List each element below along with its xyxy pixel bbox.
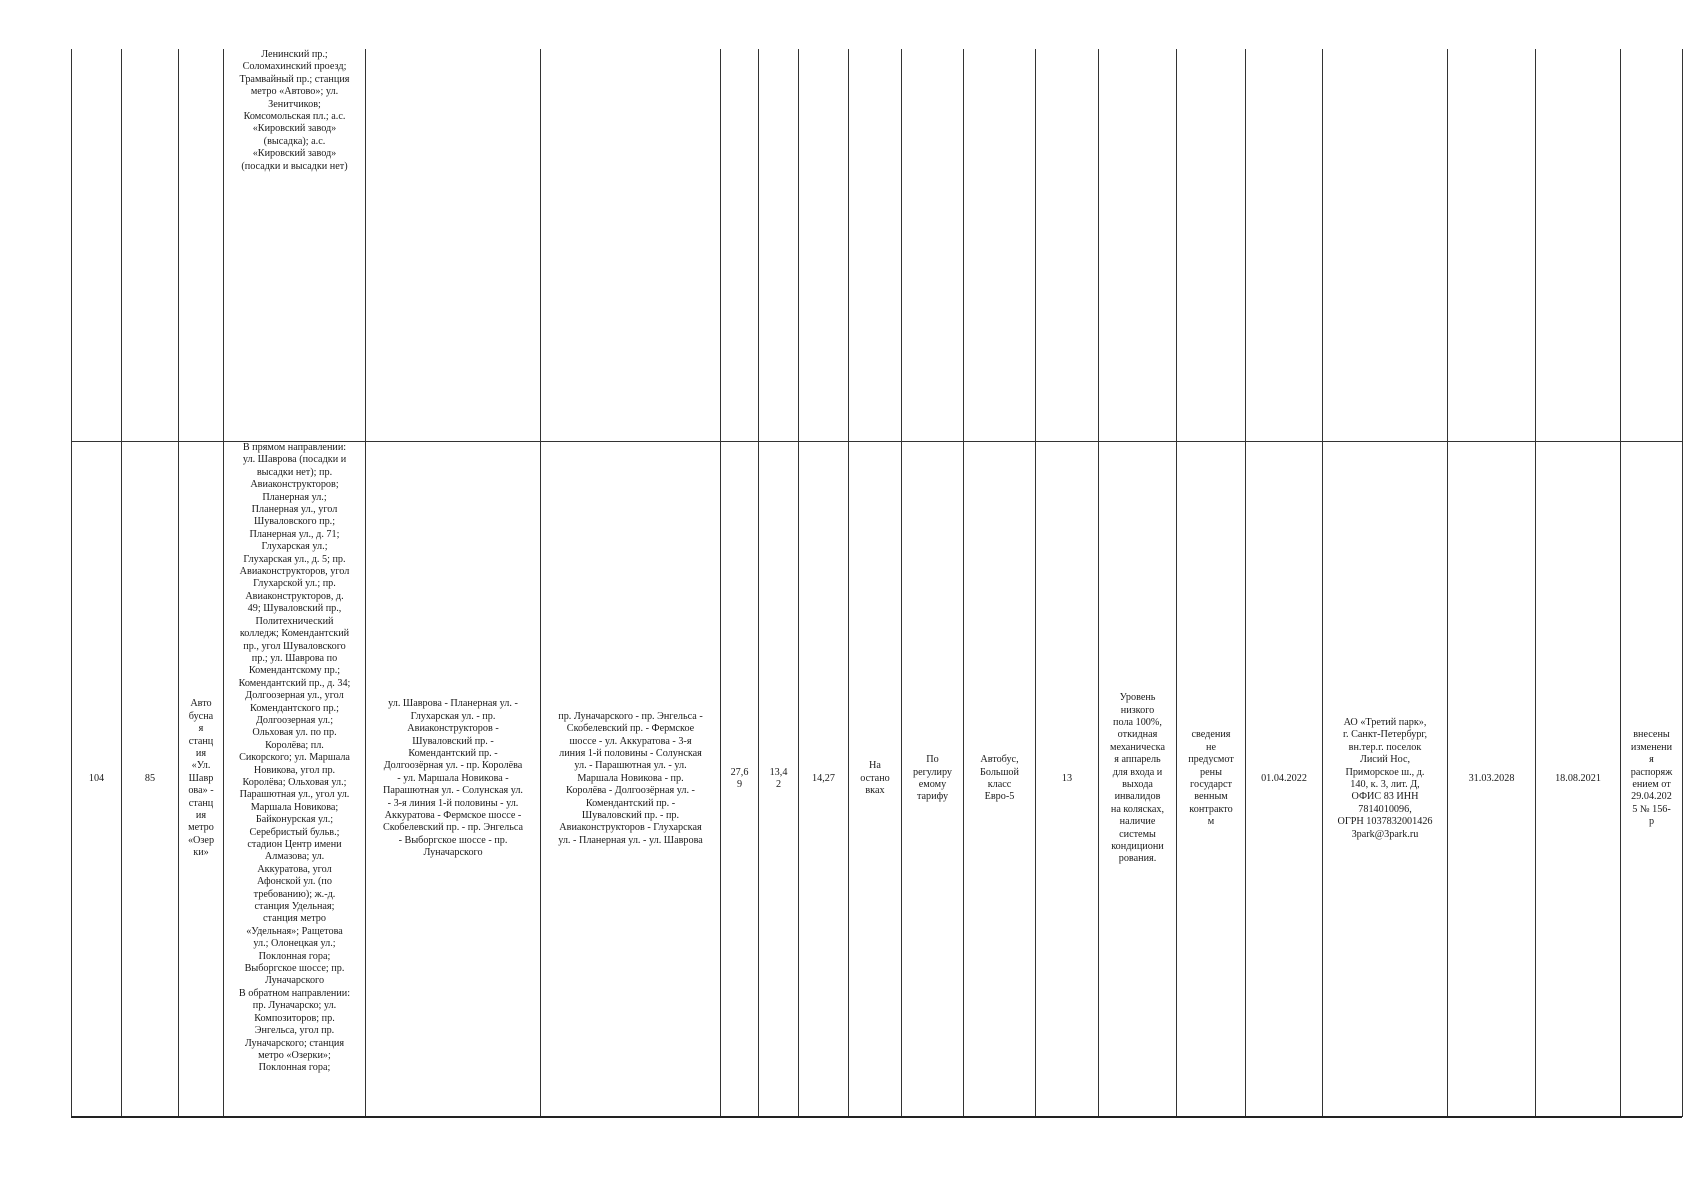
vehicle-cell: Автобус, Большой класс Евро-5 — [980, 754, 1019, 803]
column-border — [1682, 49, 1683, 1117]
streets-forward-cell: ул. Шаврова - Планерная ул. - Глухарская ул. - пр. Авиаконструкторов - Шуваловский пр. - Комендантский пр. - Долгоозёрная ул. - пр. Королёва - ул. Маршала Новикова - Парашютная ул. - Солунская ул. - 3-я линия 1-й половины - ул. Аккуратова - Фермское шоссе - Скобелевский пр. - пр. Энгельса - Выборгское шоссе - пр. Луначарского — [382, 698, 524, 859]
characteristics-cell: Уровень низкого пола 100%, откидная механическа я аппарель для входа и выхода инвалидов на колясках, наличие системы кондициони рования. — [1110, 692, 1165, 865]
registry-number-cell: 104 — [88, 772, 105, 784]
record-date-cell: 18.08.2021 — [1555, 772, 1601, 784]
carrier-cell: АО «Третий парк», г. Санкт-Петербург, вн.тер.г. поселок Лисий Нос, Приморское ш., д. 140, к. 3, лит. Д, ОФИС 83 ИНН 7814010096, ОГРН 1037832001426 3park@3park.ru — [1337, 716, 1433, 840]
start-date-cell: 01.04.2022 — [1261, 772, 1307, 784]
length-total-cell: 14,27 — [812, 772, 835, 784]
vehicle-count-cell: 13 — [1061, 772, 1073, 784]
stops-cell: В прямом направлении: ул. Шаврова (посадки и высадки нет); пр. Авиаконструкторов; Планерная ул.; Планерная ул., угол Шуваловского пр.; Планерная ул., д. 71; Глухарская ул.; Глухарская ул., д. 5; пр. Авиаконструкторов, угол Глухарской ул.; пр. Авиаконструкторов, д. 49; Шуваловский пр., Политехнический колледж; Комендантский пр., угол Шуваловского пр.; ул. Шаврова по Комендантскому пр.; Комендантский пр., д. 34; Долгоозерная ул., угол Комендантского пр.; Долгоозерная ул.; Ольховая ул. по пр. Королёва; пл. Сикорского; ул. Маршала Новикова, угол пр. Королёва; Ольховая ул.; Парашютная ул., угол ул. Маршала Новикова; Байконурская ул.; Серебристый бульв.; стадион Центр имени Алмазова; ул. Аккуратова, угол Афонской ул. (по требованию); ж.-д. станция Удельная; станция метро «Удельная»; Ращетова ул.; Олонецкая ул.; Поклонная гора; Выборгское шоссе; пр. Луначарского В обратном направлении: пр. Луначарско; ул. Композиторов; пр. Энгельса, угол пр. Луначарского; станция метро «Озерки»; Поклонная гора; — [238, 442, 351, 1074]
stops-cell-continued: Ленинский пр.; Соломахинский проезд; Трамвайный пр.; станция метро «Автово»; ул. Зенитчиков; Комсомольская пл.; а.с. «Кировский завод» (высадка); а.с. «Кировский завод» (посадки и высадки нет) — [239, 49, 350, 172]
boarding-order-cell: На остано вках — [860, 760, 890, 797]
tariff-cell: По регулиру емому тарифу — [912, 754, 953, 803]
length-forward-cell: 27,6 9 — [730, 766, 749, 790]
end-date-cell: 31.03.2028 — [1468, 772, 1515, 784]
row-border — [71, 1116, 1682, 1118]
contract-cell: сведения не предусмот рены государст венным контракто м — [1188, 729, 1234, 828]
length-backward-cell: 13,4 2 — [769, 766, 788, 790]
route-number-cell: 85 — [144, 772, 156, 784]
route-name-cell: Авто бусна я станц ия «Ул. Шавр ова» - станц ия метро «Озер ки» — [187, 698, 215, 859]
streets-backward-cell: пр. Луначарского - пр. Энгельса - Скобелевский пр. - Фермское шоссе - ул. Аккуратова - 3-я линия 1-й половины - Солунская ул. - Парашютная ул. - ул. Маршала Новикова - пр. Королёва - Долгоозёрная ул. - Комендантский пр. - Шуваловский пр. - пр. Авиаконструкторов - Глухарская ул. - Планерная ул. - ул. Шаврова — [558, 710, 703, 846]
changes-cell: внесены изменени я распоряж ением от 29.04.202 5 № 156- р — [1630, 729, 1673, 828]
